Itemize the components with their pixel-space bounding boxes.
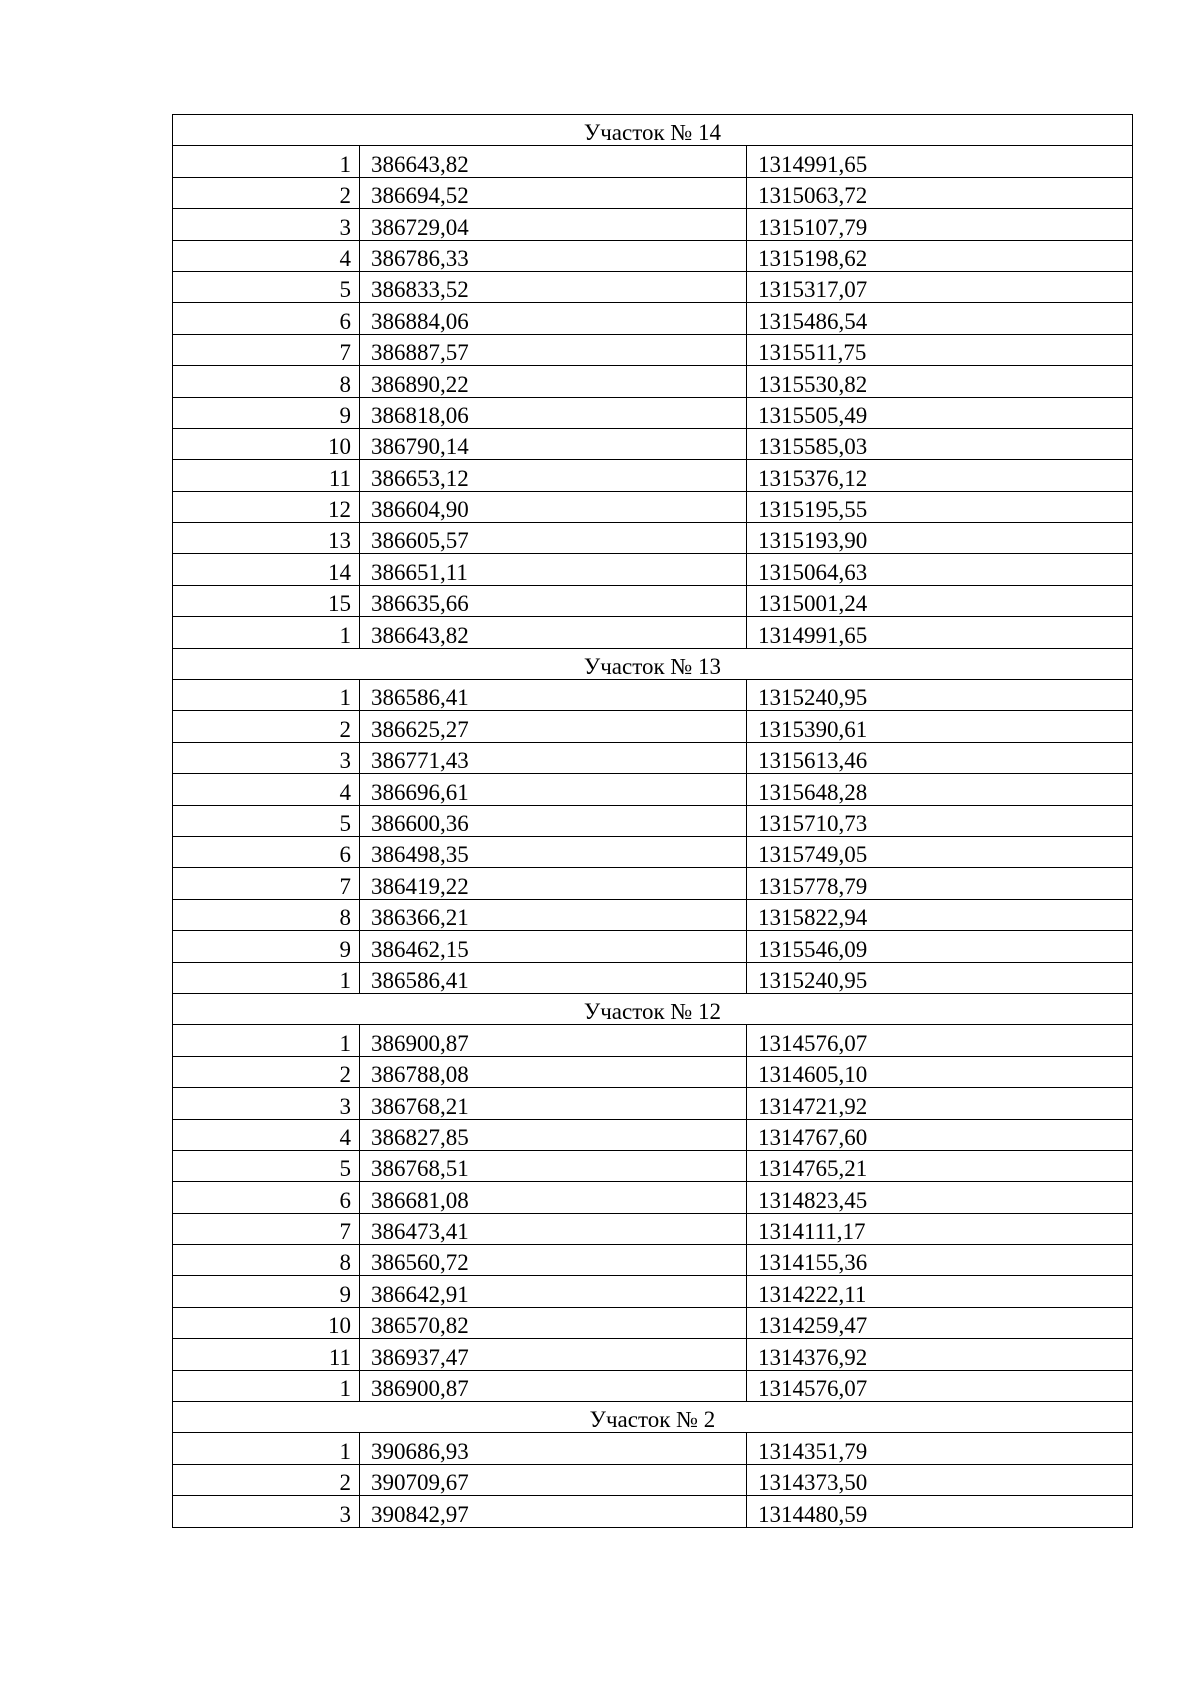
table-row [173,240,1133,271]
point-number-cell: 10 [173,1307,360,1338]
x-coordinate-cell: 386462,15 [360,931,747,962]
y-coordinate-cell: 1314576,07 [747,1370,1133,1401]
section-header-row [173,1402,1133,1433]
point-number-cell: 9 [173,397,360,428]
x-coordinate-cell: 386790,14 [360,428,747,459]
table-row [173,146,1133,177]
point-number-cell: 1 [173,962,360,993]
y-coordinate-cell: 1315107,79 [747,209,1133,240]
x-coordinate-cell: 386642,91 [360,1276,747,1307]
y-coordinate-cell: 1315505,49 [747,397,1133,428]
table-row [173,1276,1133,1307]
y-coordinate-cell: 1314765,21 [747,1150,1133,1181]
y-coordinate-cell: 1315778,79 [747,868,1133,899]
table-row [173,805,1133,836]
point-number-cell: 8 [173,366,360,397]
y-coordinate-cell: 1314991,65 [747,146,1133,177]
point-number-cell: 15 [173,585,360,616]
x-coordinate-cell: 386786,33 [360,240,747,271]
x-coordinate-cell: 386771,43 [360,742,747,773]
point-number-cell: 3 [173,742,360,773]
table-row [173,303,1133,334]
table-row [173,271,1133,302]
section-header-row [173,648,1133,679]
y-coordinate-cell: 1315530,82 [747,366,1133,397]
y-coordinate-cell: 1314259,47 [747,1307,1133,1338]
y-coordinate-cell: 1314721,92 [747,1088,1133,1119]
y-coordinate-cell: 1315749,05 [747,836,1133,867]
y-coordinate-cell: 1315511,75 [747,334,1133,365]
point-number-cell: 9 [173,1276,360,1307]
section-header-row [173,115,1133,146]
y-coordinate-cell: 1314576,07 [747,1025,1133,1056]
y-coordinate-cell: 1315613,46 [747,742,1133,773]
point-number-cell: 2 [173,1464,360,1495]
point-number-cell: 4 [173,1119,360,1150]
x-coordinate-cell: 386729,04 [360,209,747,240]
table-row [173,1245,1133,1276]
y-coordinate-cell: 1315195,55 [747,491,1133,522]
y-coordinate-cell: 1314351,79 [747,1433,1133,1464]
point-number-cell: 8 [173,1245,360,1276]
x-coordinate-cell: 386419,22 [360,868,747,899]
point-number-cell: 13 [173,523,360,554]
table-row [173,774,1133,805]
x-coordinate-cell: 386651,11 [360,554,747,585]
point-number-cell: 3 [173,1088,360,1119]
table-row [173,680,1133,711]
y-coordinate-cell: 1314605,10 [747,1056,1133,1087]
table-row [173,1339,1133,1370]
x-coordinate-cell: 386625,27 [360,711,747,742]
section-header-row [173,993,1133,1024]
table-row [173,1150,1133,1181]
x-coordinate-cell: 386604,90 [360,491,747,522]
x-coordinate-cell: 386788,08 [360,1056,747,1087]
point-number-cell: 14 [173,554,360,585]
point-number-cell: 3 [173,209,360,240]
y-coordinate-cell: 1314480,59 [747,1496,1133,1527]
table-row [173,397,1133,428]
x-coordinate-cell: 386900,87 [360,1025,747,1056]
x-coordinate-cell: 386635,66 [360,585,747,616]
point-number-cell: 5 [173,1150,360,1181]
x-coordinate-cell: 386570,82 [360,1307,747,1338]
coordinates-table [172,114,1133,1528]
table-row [173,209,1133,240]
table-row [173,1496,1133,1527]
table-row [173,899,1133,930]
section-title: Участок № 13 [173,648,1133,679]
x-coordinate-cell: 386937,47 [360,1339,747,1370]
y-coordinate-cell: 1314373,50 [747,1464,1133,1495]
table-row [173,1433,1133,1464]
x-coordinate-cell: 386653,12 [360,460,747,491]
y-coordinate-cell: 1314222,11 [747,1276,1133,1307]
y-coordinate-cell: 1315822,94 [747,899,1133,930]
y-coordinate-cell: 1315317,07 [747,271,1133,302]
x-coordinate-cell: 386681,08 [360,1182,747,1213]
point-number-cell: 3 [173,1496,360,1527]
x-coordinate-cell: 386694,52 [360,177,747,208]
point-number-cell: 2 [173,1056,360,1087]
x-coordinate-cell: 386473,41 [360,1213,747,1244]
point-number-cell: 6 [173,303,360,334]
y-coordinate-cell: 1315486,54 [747,303,1133,334]
table-row [173,1213,1133,1244]
point-number-cell: 7 [173,868,360,899]
table-row [173,366,1133,397]
point-number-cell: 11 [173,1339,360,1370]
point-number-cell: 10 [173,428,360,459]
x-coordinate-cell: 386890,22 [360,366,747,397]
point-number-cell: 8 [173,899,360,930]
y-coordinate-cell: 1315710,73 [747,805,1133,836]
x-coordinate-cell: 386586,41 [360,680,747,711]
point-number-cell: 6 [173,836,360,867]
point-number-cell: 9 [173,931,360,962]
y-coordinate-cell: 1315648,28 [747,774,1133,805]
x-coordinate-cell: 386586,41 [360,962,747,993]
y-coordinate-cell: 1315240,95 [747,680,1133,711]
point-number-cell: 5 [173,805,360,836]
table-row [173,585,1133,616]
y-coordinate-cell: 1314991,65 [747,617,1133,648]
table-row [173,554,1133,585]
point-number-cell: 12 [173,491,360,522]
x-coordinate-cell: 386366,21 [360,899,747,930]
x-coordinate-cell: 386768,51 [360,1150,747,1181]
x-coordinate-cell: 386605,57 [360,523,747,554]
point-number-cell: 1 [173,1433,360,1464]
table-row [173,742,1133,773]
point-number-cell: 7 [173,334,360,365]
table-row [173,1370,1133,1401]
x-coordinate-cell: 386884,06 [360,303,747,334]
y-coordinate-cell: 1315585,03 [747,428,1133,459]
table-row [173,491,1133,522]
x-coordinate-cell: 390842,97 [360,1496,747,1527]
y-coordinate-cell: 1315546,09 [747,931,1133,962]
point-number-cell: 1 [173,617,360,648]
coordinates-table-body [173,115,1133,1528]
point-number-cell: 6 [173,1182,360,1213]
x-coordinate-cell: 386900,87 [360,1370,747,1401]
y-coordinate-cell: 1315001,24 [747,585,1133,616]
x-coordinate-cell: 386600,36 [360,805,747,836]
table-row [173,931,1133,962]
point-number-cell: 1 [173,1370,360,1401]
x-coordinate-cell: 386696,61 [360,774,747,805]
table-row [173,962,1133,993]
point-number-cell: 2 [173,177,360,208]
x-coordinate-cell: 386833,52 [360,271,747,302]
y-coordinate-cell: 1314376,92 [747,1339,1133,1370]
table-row [173,177,1133,208]
y-coordinate-cell: 1315240,95 [747,962,1133,993]
table-row [173,460,1133,491]
x-coordinate-cell: 386498,35 [360,836,747,867]
point-number-cell: 1 [173,680,360,711]
table-row [173,1119,1133,1150]
section-title: Участок № 2 [173,1402,1133,1433]
point-number-cell: 1 [173,1025,360,1056]
y-coordinate-cell: 1314767,60 [747,1119,1133,1150]
point-number-cell: 2 [173,711,360,742]
table-row [173,1025,1133,1056]
table-row [173,1182,1133,1213]
y-coordinate-cell: 1315063,72 [747,177,1133,208]
section-title: Участок № 12 [173,993,1133,1024]
table-row [173,334,1133,365]
y-coordinate-cell: 1315064,63 [747,554,1133,585]
x-coordinate-cell: 390709,67 [360,1464,747,1495]
point-number-cell: 7 [173,1213,360,1244]
table-row [173,1088,1133,1119]
point-number-cell: 4 [173,240,360,271]
y-coordinate-cell: 1315198,62 [747,240,1133,271]
table-row [173,868,1133,899]
x-coordinate-cell: 390686,93 [360,1433,747,1464]
y-coordinate-cell: 1314155,36 [747,1245,1133,1276]
y-coordinate-cell: 1315193,90 [747,523,1133,554]
table-row [173,523,1133,554]
point-number-cell: 4 [173,774,360,805]
x-coordinate-cell: 386818,06 [360,397,747,428]
point-number-cell: 11 [173,460,360,491]
table-row [173,836,1133,867]
table-row [173,1307,1133,1338]
y-coordinate-cell: 1315390,61 [747,711,1133,742]
x-coordinate-cell: 386643,82 [360,146,747,177]
table-row [173,428,1133,459]
point-number-cell: 5 [173,271,360,302]
x-coordinate-cell: 386560,72 [360,1245,747,1276]
y-coordinate-cell: 1315376,12 [747,460,1133,491]
x-coordinate-cell: 386643,82 [360,617,747,648]
x-coordinate-cell: 386827,85 [360,1119,747,1150]
table-row [173,711,1133,742]
section-title: Участок № 14 [173,115,1133,146]
y-coordinate-cell: 1314111,17 [747,1213,1133,1244]
x-coordinate-cell: 386887,57 [360,334,747,365]
table-row [173,617,1133,648]
y-coordinate-cell: 1314823,45 [747,1182,1133,1213]
table-row [173,1464,1133,1495]
table-row [173,1056,1133,1087]
point-number-cell: 1 [173,146,360,177]
x-coordinate-cell: 386768,21 [360,1088,747,1119]
